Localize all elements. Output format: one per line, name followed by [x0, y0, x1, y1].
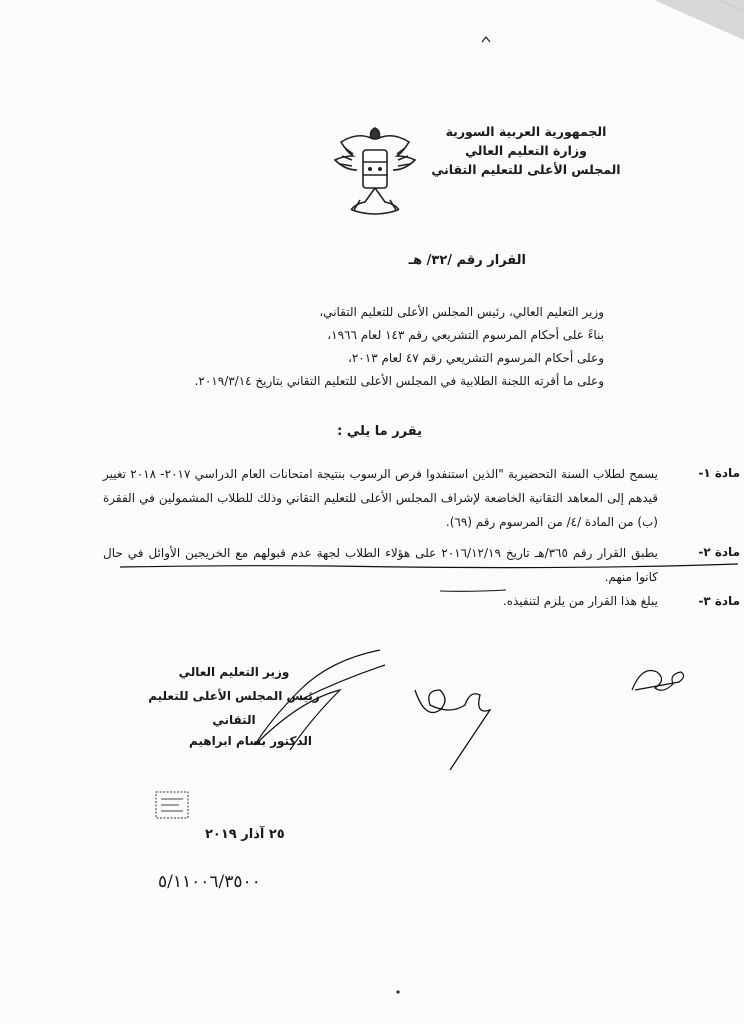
preamble-line-1: وزير التعليم العالي، رئيس المجلس الأعلى للتعليم التقاني، [319, 305, 604, 319]
letterhead [426, 122, 626, 179]
registry-stamp [154, 790, 190, 820]
syrian-eagle-emblem [330, 122, 420, 222]
resolves-heading: يقرر ما يلي : [337, 424, 422, 439]
article-2-text: يطبق القرار رقم ٣٦٥/هـ تاريخ ٢٠١٦/١٢/١٩ على هؤلاء الطلاب لجهة عدم قبولهم مع الخريجين الأوائل في حال كانوا منهم. [103, 546, 658, 584]
page-dot [396, 990, 399, 993]
preamble-line-3: وعلى أحكام المرسوم التشريعي رقم ٤٧ لعام ٢٠١٣، [347, 351, 604, 365]
handwritten-reference: ٥/١١٠٠٦/٣٥٠٠ [158, 872, 261, 892]
letterhead-council: المجلس الأعلى للتعليم التقاني [431, 162, 621, 177]
second-signature [415, 690, 490, 770]
signature-title-council: رئيس المجلس الأعلى للتعليم التقاني [148, 689, 320, 727]
article-2-underline-end [440, 590, 506, 591]
handwritten-date: ٢٥ آذار ٢٠١٩ [205, 827, 285, 842]
article-2-label: مادة ٢- [698, 545, 740, 559]
article-3-text: يبلغ هذا القرار من يلزم لتنفيذه. [502, 594, 658, 608]
preamble-line-4: وعلى ما أقرته اللجنة الطلابية في المجلس الأعلى للتعليم التقاني بتاريخ ٢٠١٩/٣/١٤. [194, 374, 604, 388]
signature-block [139, 660, 329, 732]
initials-mark [632, 670, 684, 690]
signature-title-minister: وزير التعليم العالي [178, 665, 290, 679]
decision-number: القرار رقم /٣٢/ هـ [408, 253, 526, 268]
letterhead-republic: الجمهورية العربية السورية [445, 124, 607, 139]
article-3-label: مادة ٣- [698, 594, 740, 608]
preamble-line-2: بناءً على أحكام المرسوم التشريعي رقم ١٤٣ لعام ١٩٦٦، [327, 328, 604, 342]
article-1-text: يسمح لطلاب السنة التحضيرية "الذين استنفدوا فرص الرسوب بنتيجة امتحانات العام الدراسي ٢٠١٧- ٢٠١٨ تغيير قيدهم إلى المعاهد التقانية الخاضعة لإشراف المجلس الأعلى للتعليم التقاني وذلك للطلاب المشمولين في الفقرة (ب) من المادة /٤/ من المرسوم رقم (٦٩). [103, 467, 658, 529]
article-1-label: مادة ١- [698, 466, 740, 480]
stray-mark [482, 37, 490, 42]
letterhead-ministry: وزارة التعليم العالي [465, 143, 587, 158]
signature-name: الدكتور بسام ابراهيم [188, 734, 312, 748]
